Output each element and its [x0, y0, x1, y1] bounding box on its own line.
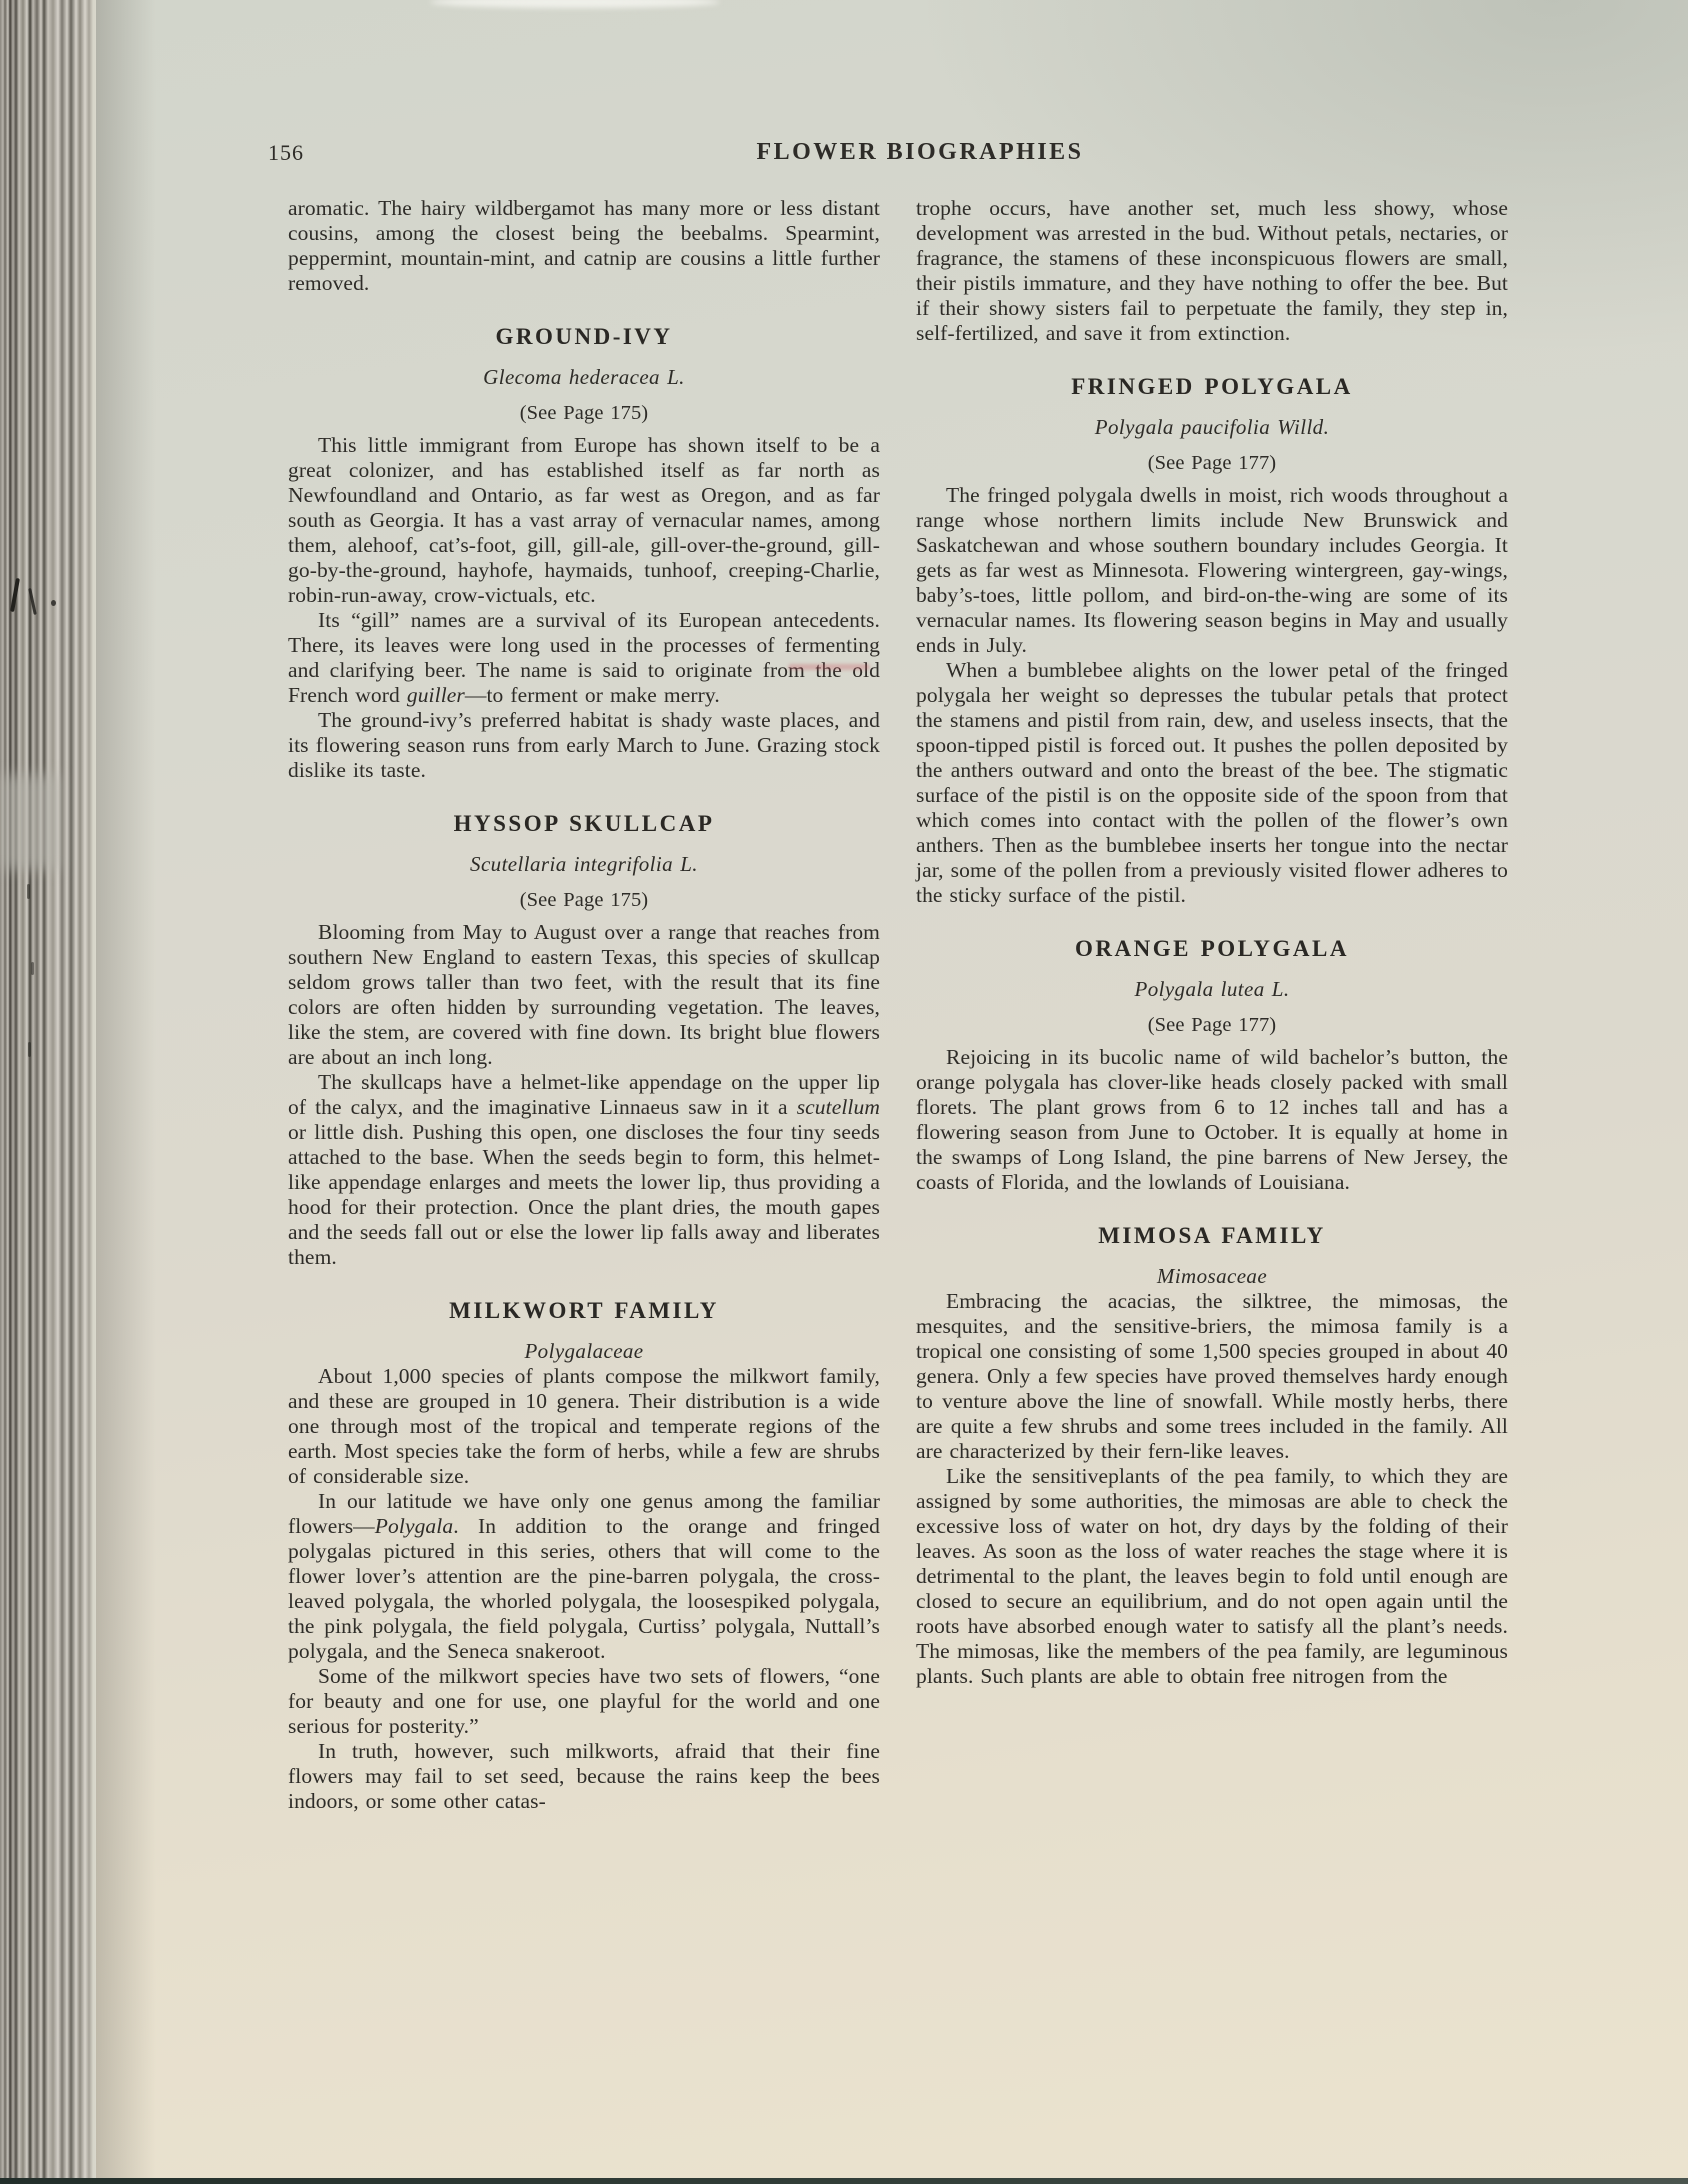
paragraph: Like the sensitiveplants of the pea family, to which they are assigned by some authorities, the mimosas are able to check the excessive loss of water on hot, dry days by the folding of their leaves. As soon as the loss of water reaches the stage where it is detrimental to the plant, the leaves begin to fold until enough are closed to secure an equilibrium, and do not open again until the roots have absorbed enough water to satisfy all the plant’s needs. The mimosas, like the members of the pea family, are leguminous plants. Such plants are able to obtain free nitrogen from the: [916, 1464, 1508, 1688]
species-name: Mimosaceae: [1156, 1264, 1268, 1288]
section-heading: FRINGED POLYGALA: [1071, 374, 1353, 399]
pencil-mark: [31, 962, 34, 975]
page-reference: (See Page 175): [519, 889, 649, 911]
pencil-mark: [51, 600, 56, 606]
section-heading: GROUND-IVY: [495, 324, 673, 349]
scan-bottom-edge: [0, 2178, 1688, 2184]
section-heading: HYSSOP SKULLCAP: [453, 811, 715, 836]
paragraph: Some of the milkwort species have two sets of flowers, “one for beauty and one for use, one playful for the world and one serious for posterity.”: [288, 1664, 880, 1738]
book-gutter-edge: [0, 0, 96, 2184]
gutter-shadow: [96, 0, 156, 2184]
species-name: Polygala paucifolia Willd.: [1094, 415, 1330, 439]
paragraph: This little immigrant from Europe has shown itself to be a great colonizer, and has established itself as far north as Newfoundland and Ontario, as far west as Oregon, and as far south as Georgia. It has a vast array of vernacular names, among them, alehoof, cat’s-foot, gill, gill-ale, gill-over-the-ground, gill-go-by-the-ground, hayhofe, haymaids, tunhoof, creeping-Charlie, robin-run-away, crow-victuals, etc.: [288, 433, 880, 607]
page-reference: (See Page 175): [519, 402, 649, 424]
page-reference: (See Page 177): [1147, 1014, 1277, 1036]
paragraph: The skullcaps have a helmet-like appendage on the upper lip of the calyx, and the imaginative Linnaeus saw in it a scutellum or little dish. Pushing this open, one discloses the four tiny seeds attached to the base. When the seeds begin to form, this helmet-like appendage enlarges and meets the lower lip, thus providing a hood for their protection. Once the plant dries, the mouth gapes and the seeds fall out or else the lower lip falls away and liberates them.: [288, 1070, 880, 1269]
species-name: Polygala lutea L.: [1134, 977, 1290, 1001]
page-reference: (See Page 177): [1147, 452, 1277, 474]
paragraph: In our latitude we have only one genus among the familiar flowers—Polygala. In addition to the orange and fringed polygalas pictured in this series, others that will come to the flower lover’s attention are the pine-barren polygala, the cross-leaved polygala, the whorled polygala, the loosespiked polygala, the pink polygala, the field polygala, Curtiss’ polygala, Nuttall’s polygala, and the Seneca snakeroot.: [288, 1489, 880, 1663]
right-text-column: [916, 196, 1508, 1689]
paragraph: trophe occurs, have another set, much less showy, whose development was arrested in the bud. Without petals, nectaries, or fragrance, the stamens of these inconspicuous flowers are small, their pistils immature, and they have nothing to offer the bee. But if their showy sisters fail to perpetuate the family, they step in, self-fertilized, and save it from extinction.: [916, 196, 1508, 345]
species-name: Polygalaceae: [524, 1339, 644, 1363]
section-heading: MILKWORT FAMILY: [449, 1298, 719, 1323]
section-heading: MIMOSA FAMILY: [1098, 1223, 1326, 1248]
paragraph: About 1,000 species of plants compose the milkwort family, and these are grouped in 10 genera. Their distribution is a wide one through most of the tropical and temperate regions of the earth. Most species take the form of herbs, while a few are shrubs of considerable size.: [288, 1364, 880, 1488]
paragraph: Embracing the acacias, the silktree, the mimosas, the mesquites, and the sensitive-briers, the mimosa family is a tropical one consisting of some 1,500 species grouped in about 40 genera. Only a few species have proved themselves hardy enough to venture above the line of snowfall. While mostly herbs, there are quite a few shrubs and some trees included in the family. All are characterized by their fern-like leaves.: [916, 1289, 1508, 1463]
ink-smear: [788, 664, 870, 670]
paragraph: aromatic. The hairy wildbergamot has many more or less distant cousins, among the closest being the beebalms. Spearmint, peppermint, mountain-mint, and catnip are cousins a little further removed.: [288, 196, 880, 295]
pencil-mark: [27, 884, 30, 899]
paragraph: In truth, however, such milkworts, afraid that their fine flowers may fail to set seed, because the rains keep the bees indoors, or some other catas-: [288, 1739, 880, 1813]
running-header: FLOWER BIOGRAPHIES: [756, 139, 1084, 165]
species-name: Glecoma hederacea L.: [483, 365, 685, 389]
paragraph: The fringed polygala dwells in moist, rich woods throughout a range whose northern limits include New Brunswick and Saskatchewan and whose southern boundary includes Georgia. It gets as far west as Minnesota. Flowering wintergreen, gay-wings, baby’s-toes, little pollom, and bird-on-the-wing are some of its vernacular names. Its flowering season begins in May and usually ends in July.: [916, 483, 1508, 657]
paragraph: Rejoicing in its bucolic name of wild bachelor’s button, the orange polygala has clover-like heads closely packed with small florets. The plant grows from 6 to 12 inches tall and has a flowering season from June to October. It is equally at home in the swamps of Long Island, the pine barrens of New Jersey, the coasts of Florida, and the lowlands of Louisiana.: [916, 1045, 1508, 1194]
paragraph: When a bumblebee alights on the lower petal of the fringed polygala her weight so depresses the tubular petals that protect the stamens and pistil from rain, dew, and useless insects, that the spoon-tipped pistil is forced out. It pushes the pollen deposited by the anthers outward and onto the breast of the bee. The stigmatic surface of the pistil is on the opposite side of the spoon from that which comes into contact with the pollen of the flower’s own anthers. Then as the bumblebee inserts her tongue into the nectar jar, some of the pollen from a previously visited flower adheres to the sticky surface of the pistil.: [916, 658, 1508, 907]
page-number: 156: [268, 140, 304, 165]
paragraph: The ground-ivy’s preferred habitat is shady waste places, and its flowering season runs from early March to June. Grazing stock dislike its taste.: [288, 708, 880, 782]
scan-smudge-left-margin: [0, 775, 60, 870]
species-name: Scutellaria integrifolia L.: [470, 852, 698, 876]
paragraph: Blooming from May to August over a range that reaches from southern New England to eastern Texas, this species of skullcap seldom grows taller than two feet, with the result that its fine colors are often hidden by surrounding vegetation. The leaves, like the stem, are covered with fine down. Its bright blue flowers are about an inch long.: [288, 920, 880, 1069]
section-heading: ORANGE POLYGALA: [1075, 936, 1349, 961]
paragraph: Its “gill” names are a survival of its European antecedents. There, its leaves were long used in the processes of fermenting and clarifying beer. The name is said to originate from the old French word guiller—to ferment or make merry.: [288, 608, 880, 707]
scan-smudge-top: [430, 0, 720, 8]
pencil-mark: [28, 1042, 31, 1057]
left-text-column: [288, 196, 880, 1814]
